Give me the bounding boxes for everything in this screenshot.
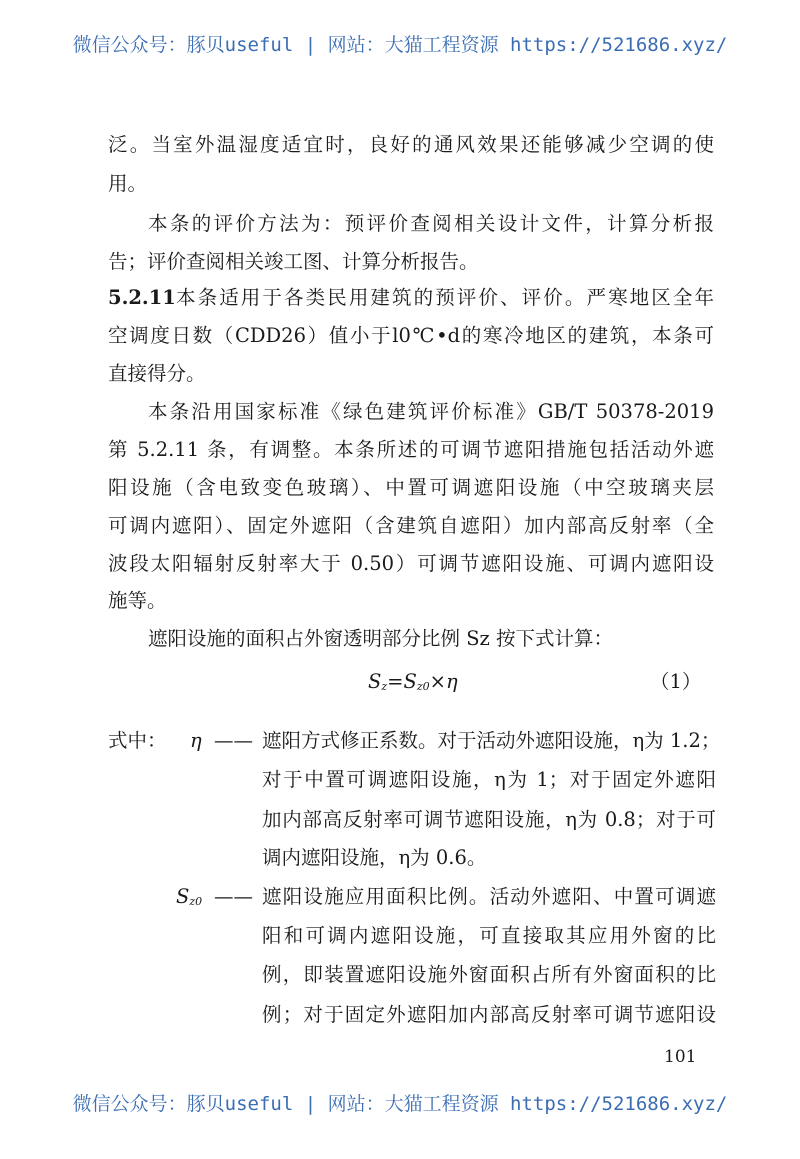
definition-line: 遮阳方式修正系数。对于活动外遮阳设施，η为 1.2； [262, 729, 721, 752]
body-line: 本条的评价方法为：预评价查阅相关设计文件，计算分析报 [148, 212, 714, 235]
body-line: 本条沿用国家标准《绿色建筑评价标准》GB/T 50378-2019 [148, 400, 714, 423]
formula-symbol: S [368, 670, 382, 693]
definition-line: 对于中置可调遮阳设施，η为 1；对于固定外遮阳 [262, 768, 716, 791]
body-line: 泛。当室外温湿度适宜时，良好的通风效果还能够减少空调的使 [108, 133, 714, 156]
formula-subscript: z0 [416, 680, 430, 693]
body-line: 用。 [108, 172, 148, 195]
formula-symbol: η [446, 670, 458, 693]
definition-line: 调内遮阳设施，η为 0.6。 [262, 846, 487, 869]
formula-equals: = [387, 670, 404, 693]
clause-number: 5.2.11 [108, 286, 176, 309]
definition-line: 遮阳设施应用面积比例。活动外遮阳、中置可调遮 [262, 885, 716, 908]
definition-symbol [176, 885, 202, 914]
symbol-subscript: z0 [189, 895, 203, 908]
body-line: 施等。 [108, 589, 167, 612]
body-line: 遮阳设施的面积占外窗透明部分比例 Sz 按下式计算： [148, 627, 614, 650]
definition-symbol [190, 729, 202, 753]
formula-operator: × [429, 670, 446, 693]
definition-line: 例，即装置遮阳设施外窗面积占所有外窗面积的比 [262, 963, 716, 986]
definition-line: 例；对于固定外遮阳加内部高反射率可调节遮阳设 [262, 1003, 716, 1026]
page-number: 101 [664, 1047, 697, 1067]
watermark-header: 微信公众号：豚贝useful | 网站：大猫工程资源 https://521686.xyz/ [72, 34, 728, 56]
dash: —— [214, 885, 253, 908]
body-line: 告；评价查阅相关竣工图、计算分析报告。 [108, 250, 479, 273]
body-line: 空调度日数（CDD26）值小于l0℃•d的寒冷地区的建筑，本条可 [108, 324, 714, 347]
watermark-footer: 微信公众号：豚贝useful | 网站：大猫工程资源 https://521686.xyz/ [72, 1093, 728, 1115]
body-line: 波段太阳辐射反射率大于 0.50）可调节遮阳设施、可调内遮阳设 [108, 552, 714, 575]
definition-line: 阳和可调内遮阳设施，可直接取其应用外窗的比 [262, 924, 716, 947]
formula [368, 670, 458, 699]
definition-line: 加内部高反射率可调节遮阳设施，η为 0.8；对于可 [262, 808, 716, 831]
formula-symbol: S [403, 670, 417, 693]
symbol-eta: η [190, 729, 202, 752]
body-line: 阳设施（含电致变色玻璃）、中置可调遮阳设施（中空玻璃夹层 [108, 476, 714, 499]
symbol-s: S [176, 885, 190, 908]
equation-number: （1） [650, 670, 702, 693]
where-label: 式中： [108, 729, 167, 752]
body-line: 直接得分。 [108, 362, 206, 385]
dash: —— [214, 729, 253, 752]
formula-subscript: z [381, 680, 388, 693]
body-line: 可调内遮阳）、固定外遮阳（含建筑自遮阳）加内部高反射率（全 [108, 514, 714, 537]
body-line: 第 5.2.11 条，有调整。本条所述的可调节遮阳措施包括活动外遮 [108, 438, 714, 461]
body-line: 本条适用于各类民用建筑的预评价、评价。严寒地区全年 [176, 286, 714, 309]
